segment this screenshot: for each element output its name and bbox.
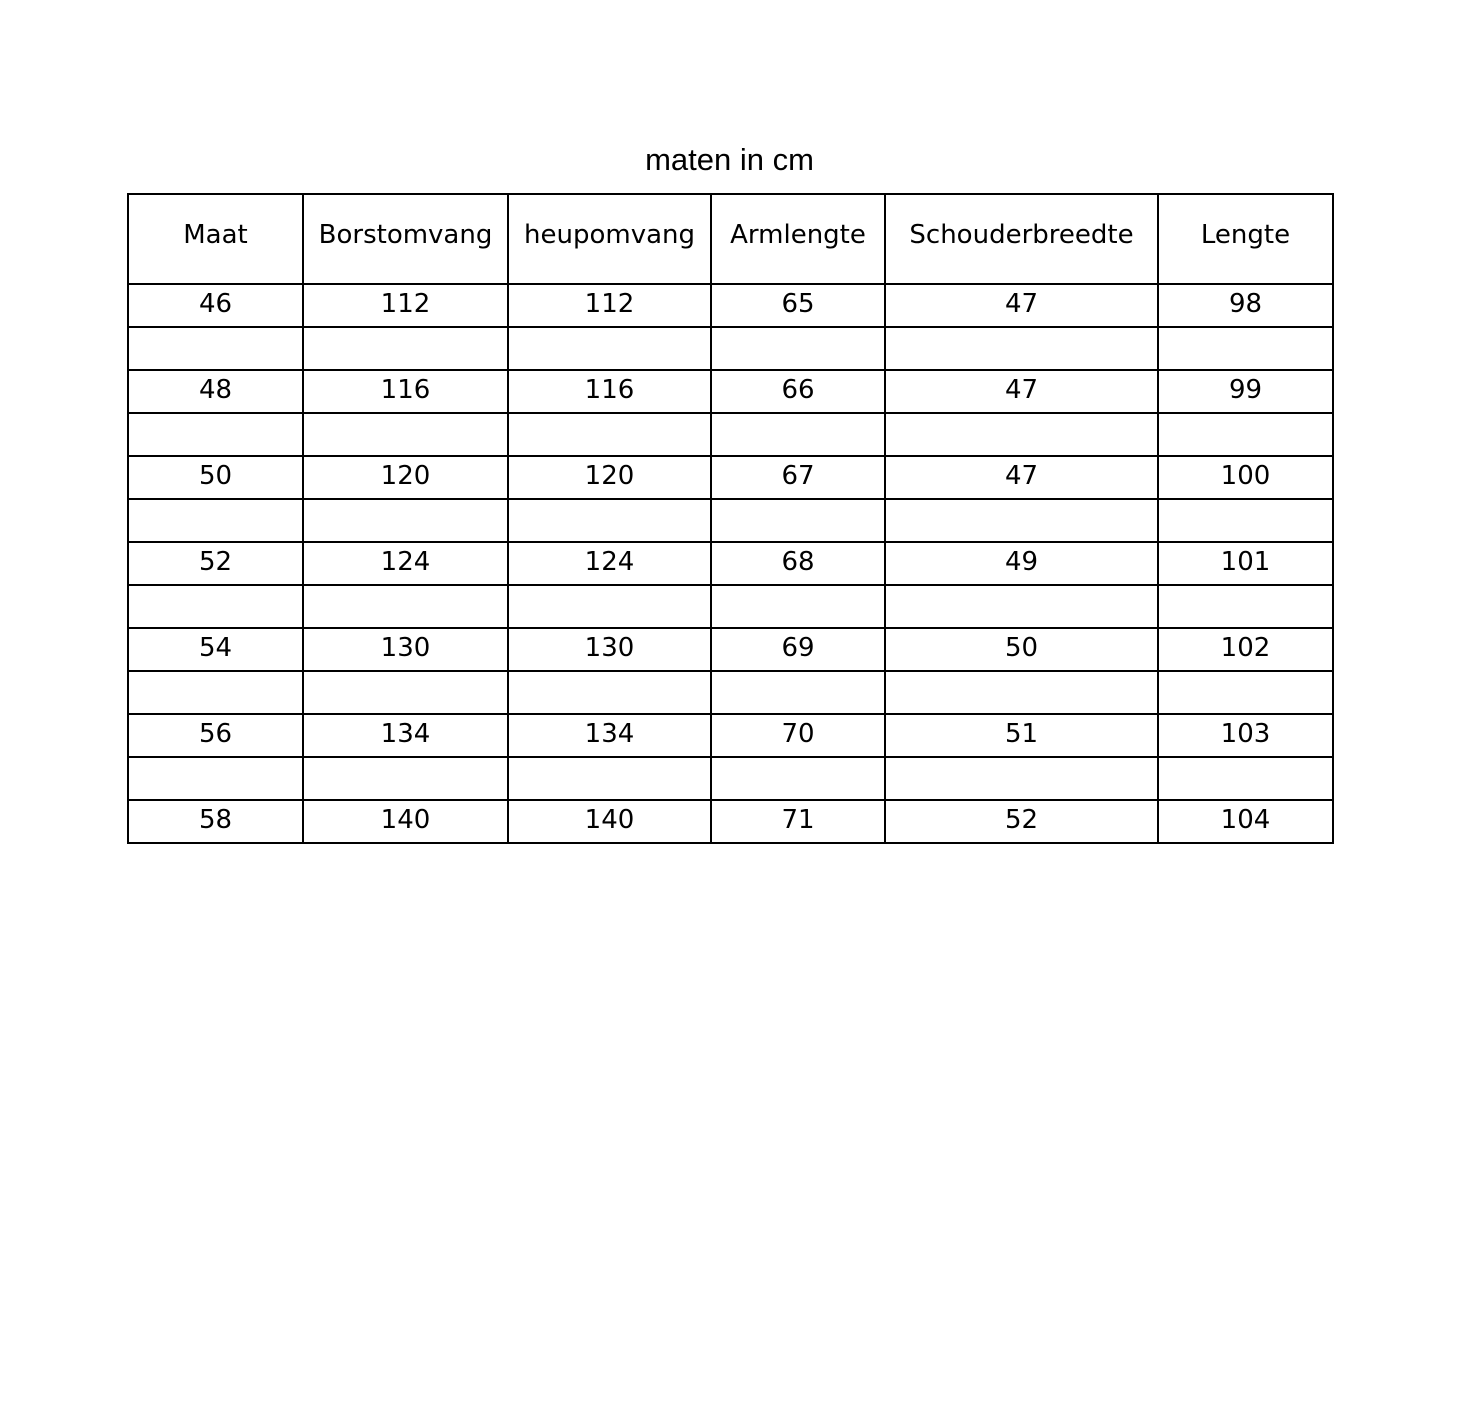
cell-armlengte bbox=[711, 671, 885, 714]
cell-heupomvang: 116 bbox=[508, 370, 711, 413]
table-row-empty bbox=[128, 413, 1333, 456]
cell-lengte: 104 bbox=[1158, 800, 1333, 843]
cell-armlengte bbox=[711, 327, 885, 370]
cell-armlengte: 68 bbox=[711, 542, 885, 585]
cell-armlengte: 65 bbox=[711, 284, 885, 327]
header-schouderbreedte: Schouderbreedte bbox=[885, 194, 1158, 284]
cell-heupomvang: 140 bbox=[508, 800, 711, 843]
cell-schouderbreedte: 51 bbox=[885, 714, 1158, 757]
cell-heupomvang: 112 bbox=[508, 284, 711, 327]
cell-schouderbreedte: 47 bbox=[885, 370, 1158, 413]
header-heupomvang: heupomvang bbox=[508, 194, 711, 284]
cell-lengte: 100 bbox=[1158, 456, 1333, 499]
cell-schouderbreedte bbox=[885, 499, 1158, 542]
cell-lengte: 103 bbox=[1158, 714, 1333, 757]
cell-schouderbreedte bbox=[885, 757, 1158, 800]
table-row bbox=[128, 542, 1333, 585]
size-table bbox=[127, 193, 1334, 844]
cell-borstomvang: 120 bbox=[303, 456, 508, 499]
cell-borstomvang bbox=[303, 327, 508, 370]
cell-borstomvang: 112 bbox=[303, 284, 508, 327]
cell-lengte: 102 bbox=[1158, 628, 1333, 671]
cell-schouderbreedte: 47 bbox=[885, 456, 1158, 499]
cell-armlengte: 67 bbox=[711, 456, 885, 499]
cell-heupomvang: 130 bbox=[508, 628, 711, 671]
cell-heupomvang bbox=[508, 757, 711, 800]
header-armlengte: Armlengte bbox=[711, 194, 885, 284]
table-row-empty bbox=[128, 671, 1333, 714]
cell-lengte: 98 bbox=[1158, 284, 1333, 327]
cell-armlengte bbox=[711, 413, 885, 456]
cell-lengte bbox=[1158, 585, 1333, 628]
cell-lengte: 101 bbox=[1158, 542, 1333, 585]
cell-borstomvang: 134 bbox=[303, 714, 508, 757]
cell-heupomvang: 124 bbox=[508, 542, 711, 585]
table-row bbox=[128, 456, 1333, 499]
table-row bbox=[128, 284, 1333, 327]
cell-borstomvang: 140 bbox=[303, 800, 508, 843]
cell-borstomvang bbox=[303, 585, 508, 628]
cell-armlengte: 69 bbox=[711, 628, 885, 671]
cell-lengte bbox=[1158, 499, 1333, 542]
cell-lengte bbox=[1158, 757, 1333, 800]
cell-armlengte bbox=[711, 757, 885, 800]
cell-schouderbreedte: 49 bbox=[885, 542, 1158, 585]
cell-maat bbox=[128, 585, 303, 628]
table-header-row bbox=[128, 194, 1333, 284]
table-body bbox=[128, 284, 1333, 843]
cell-maat: 50 bbox=[128, 456, 303, 499]
table-row bbox=[128, 628, 1333, 671]
table-row-empty bbox=[128, 585, 1333, 628]
cell-schouderbreedte: 52 bbox=[885, 800, 1158, 843]
cell-maat bbox=[128, 671, 303, 714]
cell-heupomvang bbox=[508, 585, 711, 628]
cell-heupomvang bbox=[508, 671, 711, 714]
cell-maat bbox=[128, 499, 303, 542]
cell-lengte: 99 bbox=[1158, 370, 1333, 413]
table-row bbox=[128, 370, 1333, 413]
cell-lengte bbox=[1158, 671, 1333, 714]
cell-borstomvang bbox=[303, 671, 508, 714]
cell-schouderbreedte: 47 bbox=[885, 284, 1158, 327]
table-row bbox=[128, 800, 1333, 843]
cell-armlengte: 70 bbox=[711, 714, 885, 757]
table-row-empty bbox=[128, 327, 1333, 370]
cell-maat bbox=[128, 757, 303, 800]
cell-borstomvang: 130 bbox=[303, 628, 508, 671]
cell-schouderbreedte bbox=[885, 327, 1158, 370]
cell-armlengte: 66 bbox=[711, 370, 885, 413]
cell-maat: 56 bbox=[128, 714, 303, 757]
table-row-empty bbox=[128, 757, 1333, 800]
header-lengte: Lengte bbox=[1158, 194, 1333, 284]
header-borstomvang: Borstomvang bbox=[303, 194, 508, 284]
page-title: maten in cm bbox=[645, 142, 814, 177]
cell-schouderbreedte bbox=[885, 413, 1158, 456]
cell-borstomvang bbox=[303, 757, 508, 800]
cell-borstomvang bbox=[303, 413, 508, 456]
cell-armlengte bbox=[711, 585, 885, 628]
cell-maat: 58 bbox=[128, 800, 303, 843]
cell-armlengte: 71 bbox=[711, 800, 885, 843]
cell-borstomvang: 124 bbox=[303, 542, 508, 585]
cell-maat: 52 bbox=[128, 542, 303, 585]
cell-armlengte bbox=[711, 499, 885, 542]
header-maat: Maat bbox=[128, 194, 303, 284]
cell-borstomvang bbox=[303, 499, 508, 542]
cell-schouderbreedte: 50 bbox=[885, 628, 1158, 671]
cell-heupomvang bbox=[508, 499, 711, 542]
cell-maat: 46 bbox=[128, 284, 303, 327]
table-row bbox=[128, 714, 1333, 757]
cell-heupomvang bbox=[508, 327, 711, 370]
cell-schouderbreedte bbox=[885, 671, 1158, 714]
cell-heupomvang: 120 bbox=[508, 456, 711, 499]
table-row-empty bbox=[128, 499, 1333, 542]
cell-borstomvang: 116 bbox=[303, 370, 508, 413]
cell-maat bbox=[128, 327, 303, 370]
cell-maat: 54 bbox=[128, 628, 303, 671]
cell-lengte bbox=[1158, 327, 1333, 370]
cell-maat bbox=[128, 413, 303, 456]
cell-maat: 48 bbox=[128, 370, 303, 413]
cell-heupomvang: 134 bbox=[508, 714, 711, 757]
cell-lengte bbox=[1158, 413, 1333, 456]
cell-schouderbreedte bbox=[885, 585, 1158, 628]
cell-heupomvang bbox=[508, 413, 711, 456]
